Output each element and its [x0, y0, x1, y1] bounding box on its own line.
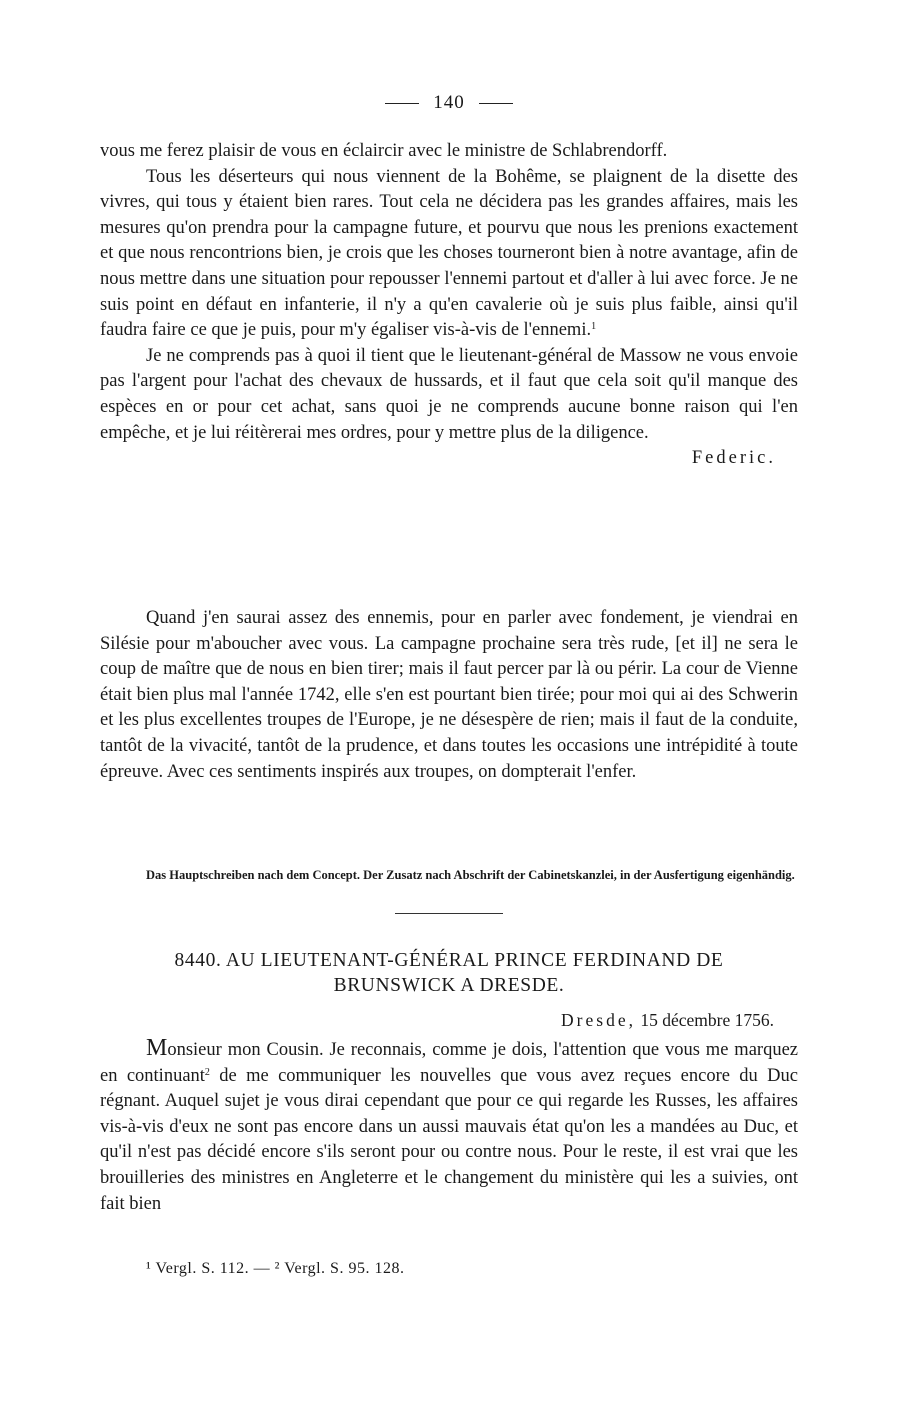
letter-title-line2: BRUNSWICK A DRESDE. — [333, 975, 565, 996]
section-divider — [395, 913, 503, 914]
paragraph-deserters-text: Tous les déserteurs qui nous viennent de la Bohême, se plaignent de la disette des vivres, qui tous y étaient bien rares. Tout cela ne décidera pas les grandes affaires, mais les mesures qu'on prendra pour la campagne future, et pourvu que nous les prenions exactement et que nous rencontrions bien, je crois que les choses tourneront bien à notre avantage, afin de nous mettre dans une situation pour repousser l'ennemi partout et d'aller à lui avec force. Je ne suis point en défaut en infanterie, il n'y a qu'en cavalerie où je suis plus faible, ainsi qu'il faudra faire ce que je puis, pour m'y égaliser vis-à-vis de l'ennemi. — [100, 166, 798, 341]
letter-continuation — [100, 139, 798, 472]
page-number: 140 — [433, 92, 465, 113]
signature: Federic. — [691, 448, 776, 469]
body-text-part2: de me communiquer les nouvelles que vous avez reçues encore du Duc régnant. Auquel sujet je vous dirai cependant que pour ce qui regarde les Russes, les affaires vis-à-vis d'eux ne sont pas encore dans un aussi mauvais état qu'on les a mandées au Duc, et qu'il n'est pas décidé encore s'ils seront pour ou contre nous. Pour le reste, il est vrai que les brouilleries des ministres en Angleterre et le changement du ministère qui les a suivies, ont fait bien — [100, 1065, 798, 1214]
body-text-part1: onsieur mon Cousin. Je reconnais, comme je dois, l'attention que vous me marquez en continuant — [100, 1040, 798, 1086]
page-header — [100, 92, 798, 114]
paragraph-continuation: vous me ferez plaisir de vous en éclaircir avec le ministre de Schlabrendorff. — [100, 141, 668, 161]
postscript-block — [100, 606, 798, 785]
paragraph-body — [100, 1036, 798, 1217]
dateline-place: Dresde, — [561, 1010, 636, 1030]
header-dash-left — [385, 103, 419, 104]
paragraph-postscript: Quand j'en saurai assez des ennemis, pour en parler avec fondement, je viendrai en Silésie pour m'aboucher avec vous. La campagne prochaine sera très rude, [et il] ne sera le coup de maître que de nous en bien tirer; mais il faut percer par là ou périr. La cour de Vienne était bien plus mal l'année 1742, elle s'en est pourtant bien tirée; pour moi qui ai des Schwerin et les plus excellentes troupes de l'Europe, je ne désespère de rien; mais il faut de la conduite, tantôt de la vivacité, tantôt de la prudence, et dans toutes les occasions une intrépidité à toute épreuve. Avec ces sentiments inspirés aux troupes, on dompterait l'enfer. — [100, 608, 798, 782]
footnote-mark-2: 2 — [204, 1066, 210, 1078]
letter-title-line1: 8440. AU LIEUTENANT-GÉNÉRAL PRINCE FERDINAND DE — [174, 950, 724, 971]
letter-body — [100, 1036, 798, 1217]
footnote-mark-1: 1 — [591, 321, 597, 333]
header-dash-right — [479, 103, 513, 104]
letter-title — [100, 948, 798, 998]
dateline — [561, 1010, 774, 1031]
initial-letter: M — [146, 1035, 168, 1061]
footnotes: ¹ Vergl. S. 112. — ² Vergl. S. 95. 128. — [146, 1260, 405, 1277]
paragraph-massow: Je ne comprends pas à quoi il tient que le lieutenant-général de Massow ne vous envoie pas l'argent pour l'achat des chevaux de hussards, et il faut que cela soit qu'il manque des espèces en or pour cet achat, sans quoi je ne comprends aucune bonne raison qui l'en empêche, et je lui réitèrerai mes ordres, pour y mettre plus de la diligence. — [100, 345, 798, 443]
source-note: Das Hauptschreiben nach dem Concept. Der Zusatz nach Abschrift der Cabinetskanzlei, in der Ausfertigung eigenhändig. — [146, 868, 795, 882]
paragraph-deserters — [100, 165, 798, 344]
dateline-date: 15 décembre 1756. — [640, 1010, 774, 1030]
